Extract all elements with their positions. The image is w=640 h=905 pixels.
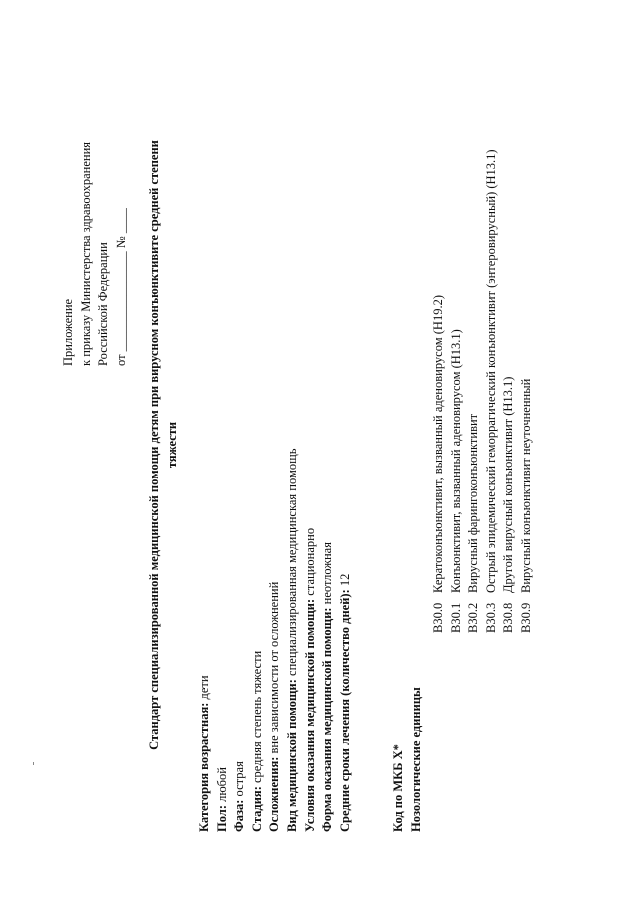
icd-name: Другой вирусный конъюнктивит (H13.1): [501, 376, 516, 593]
approval-line-federation: Российской Федерации: [96, 242, 111, 366]
param-label: Условия оказания медицинской помощи:: [302, 598, 317, 832]
param-care-conditions: [302, 52, 320, 832]
icd-name: Конъюнктивит, вызванный аденовирусом (H13.1): [448, 329, 463, 593]
icd-code: B30.3: [483, 602, 498, 633]
param-phase: [231, 52, 249, 832]
param-value: 12: [337, 573, 352, 590]
param-care-type: [284, 52, 302, 832]
param-treatment-duration: [337, 52, 355, 832]
param-label: Фаза:: [232, 799, 247, 832]
approval-block: [60, 66, 130, 366]
param-stage: [249, 52, 267, 832]
param-value: специализированная медицинская помощь: [284, 448, 299, 680]
approval-line-appendix: Приложение: [61, 298, 75, 366]
title-line-2: тяжести: [165, 421, 179, 469]
list-item: [483, 13, 501, 633]
approval-line-date-number: от ________________ № ____: [113, 208, 128, 366]
param-sex: [214, 52, 232, 832]
document-title: [145, 45, 181, 845]
icd-name: Вирусный фарингоконъюнктивит: [466, 413, 481, 593]
param-label: Средние сроки лечения (количество дней):: [337, 589, 352, 832]
icd-code: B30.1: [448, 602, 463, 633]
param-age-category: [196, 52, 214, 832]
param-complications: [266, 52, 284, 832]
icd-code-label: Код по МКБ X*: [391, 744, 405, 832]
icd-code: B30.0: [431, 602, 445, 633]
param-care-form: [319, 52, 337, 832]
param-label: Вид медицинской помощи:: [284, 679, 299, 832]
icd-name: Кератоконъюнктивит, вызванный аденовирусом (H19.2): [431, 295, 445, 593]
param-label: Осложнения:: [267, 756, 282, 832]
param-label: Стадия:: [249, 786, 264, 832]
icd-header: [390, 687, 425, 832]
title-line-1: Стандарт специализированной медицинской помощи детям при вирусном конъюнктивите средней степени: [147, 140, 161, 750]
icd-name: Острый эпидемический геморрагический конъюнктивит (энтеровирусный) (H13.1): [483, 149, 498, 593]
icd-code-list: [430, 13, 536, 633]
approval-line-order: к приказу Министерства здравоохранения: [78, 141, 93, 366]
list-item: [518, 13, 536, 633]
param-value: вне зависимости от осложнений: [267, 581, 282, 757]
list-item: [465, 13, 483, 633]
icd-code: B30.2: [466, 602, 481, 633]
param-value: средняя степень тяжести: [249, 650, 264, 787]
param-value: дети: [197, 675, 211, 703]
list-item: [430, 13, 448, 633]
param-value: любой: [214, 767, 229, 806]
standard-parameters: [196, 52, 354, 832]
scan-speck: [33, 762, 34, 765]
icd-code: B30.8: [501, 602, 516, 633]
list-item: [448, 13, 466, 633]
param-label: Категория возрастная:: [197, 702, 211, 832]
list-item: [500, 13, 518, 633]
param-label: Пол:: [214, 805, 229, 832]
icd-name: Вирусный конъюнктивит неуточненный: [518, 378, 533, 593]
nosological-units-label: Нозологические единицы: [408, 687, 423, 832]
icd-code: B30.9: [518, 602, 533, 633]
param-label: Форма оказания медицинской помощи:: [320, 607, 335, 832]
param-value: острая: [232, 761, 247, 800]
param-value: неотложная: [320, 542, 335, 608]
param-value: стационарно: [302, 527, 317, 599]
